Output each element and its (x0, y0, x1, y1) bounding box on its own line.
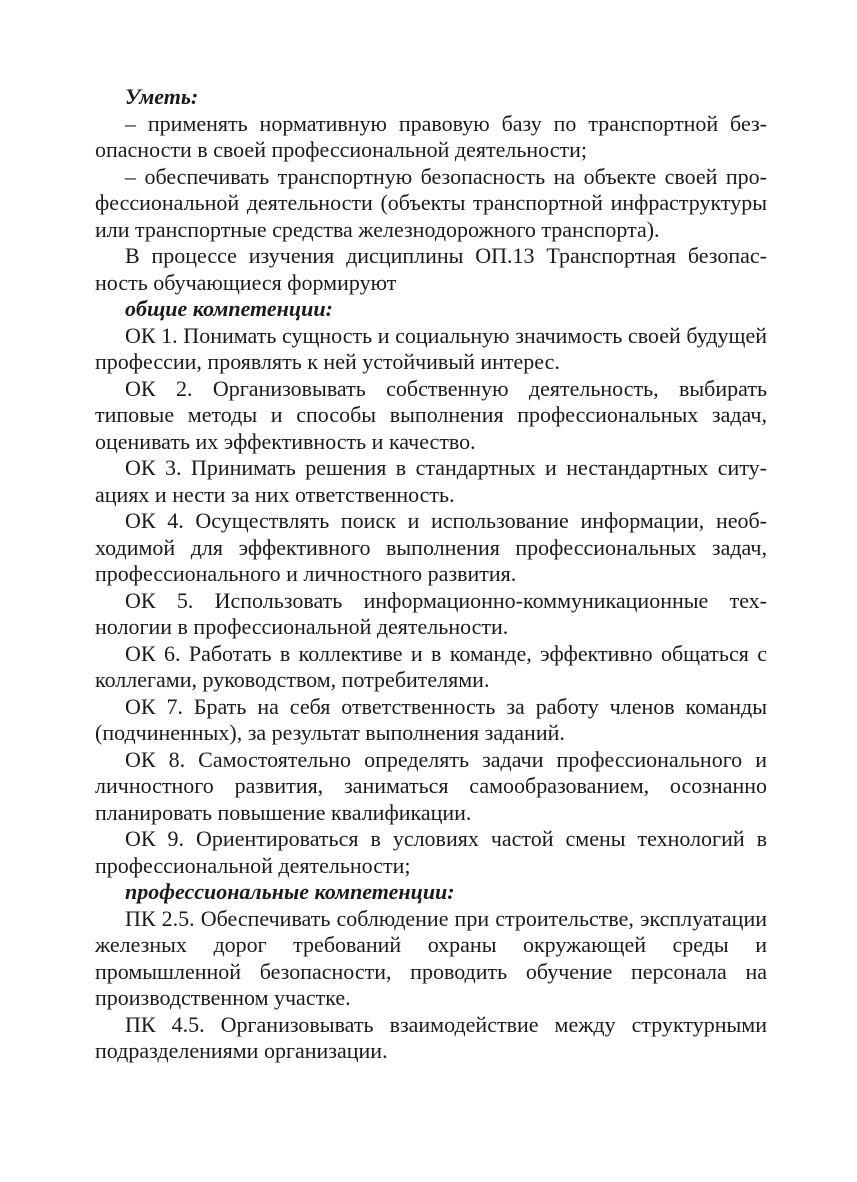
competency-pk4-5: ПК 4.5. Организовывать взаимодействие между структурными подразделениями организации. (95, 1011, 767, 1063)
competency-ok1: ОК 1. Понимать сущность и социальную значимость своей будущей профессии, проявлять к ней устойчивый интерес. (95, 322, 767, 374)
umet-item-1: – применять нормативную правовую базу по транспортной безопасности в своей профессиональной деятельности; (95, 110, 767, 162)
intro-paragraph: В процессе изучения дисциплины ОП.13 Транспортная безопасность обучающиеся формируют (95, 243, 767, 295)
umet-item-2: – обеспечивать транспортную безопасность на объекте своей профессиональной деятельности (объекты транспортной инфраструктуры или транспортные средства железнодорожного транспорта). (95, 163, 767, 242)
heading-professional-competencies: профессиональные компетенции: (125, 879, 455, 904)
competency-ok6: ОК 6. Работать в коллективе и в команде, эффективно общаться с коллегами, руководством, потребителями. (95, 640, 767, 692)
document-page (95, 84, 767, 1065)
competency-ok8: ОК 8. Самостоятельно определять задачи профессионального и личностного развития, заниматься самообразованием, осознанно планировать повышение квалификации. (95, 746, 767, 825)
competency-ok2: ОК 2. Организовывать собственную деятельность, выбирать типовые методы и способы выполнения профессиональных задач, оценивать их эффективность и качество. (95, 375, 767, 454)
heading-umet: Уметь: (125, 84, 199, 109)
competency-ok5: ОК 5. Использовать информационно-коммуникационные технологии в профессиональной деятельности. (95, 587, 767, 639)
competency-pk2-5: ПК 2.5. Обеспечивать соблюдение при строительстве, эксплуатации железных дорог требований охраны окружающей среды и промышленной безопасности, проводить обучение персонала на производственном участке. (95, 905, 767, 1010)
competency-ok7: ОК 7. Брать на себя ответственность за работу членов команды (подчиненных), за результат выполнения заданий. (95, 693, 767, 745)
heading-general-competencies: общие компетенции: (125, 296, 333, 321)
competency-ok3: ОК 3. Принимать решения в стандартных и нестандартных ситуациях и нести за них ответственность. (95, 455, 767, 507)
competency-ok4: ОК 4. Осуществлять поиск и использование информации, необходимой для эффективного выполнения профессиональных задач, профессионального и личностного развития. (95, 508, 767, 586)
competency-ok9: ОК 9. Ориентироваться в условиях частой смены технологий в профессиональной деятельности; (95, 826, 767, 878)
